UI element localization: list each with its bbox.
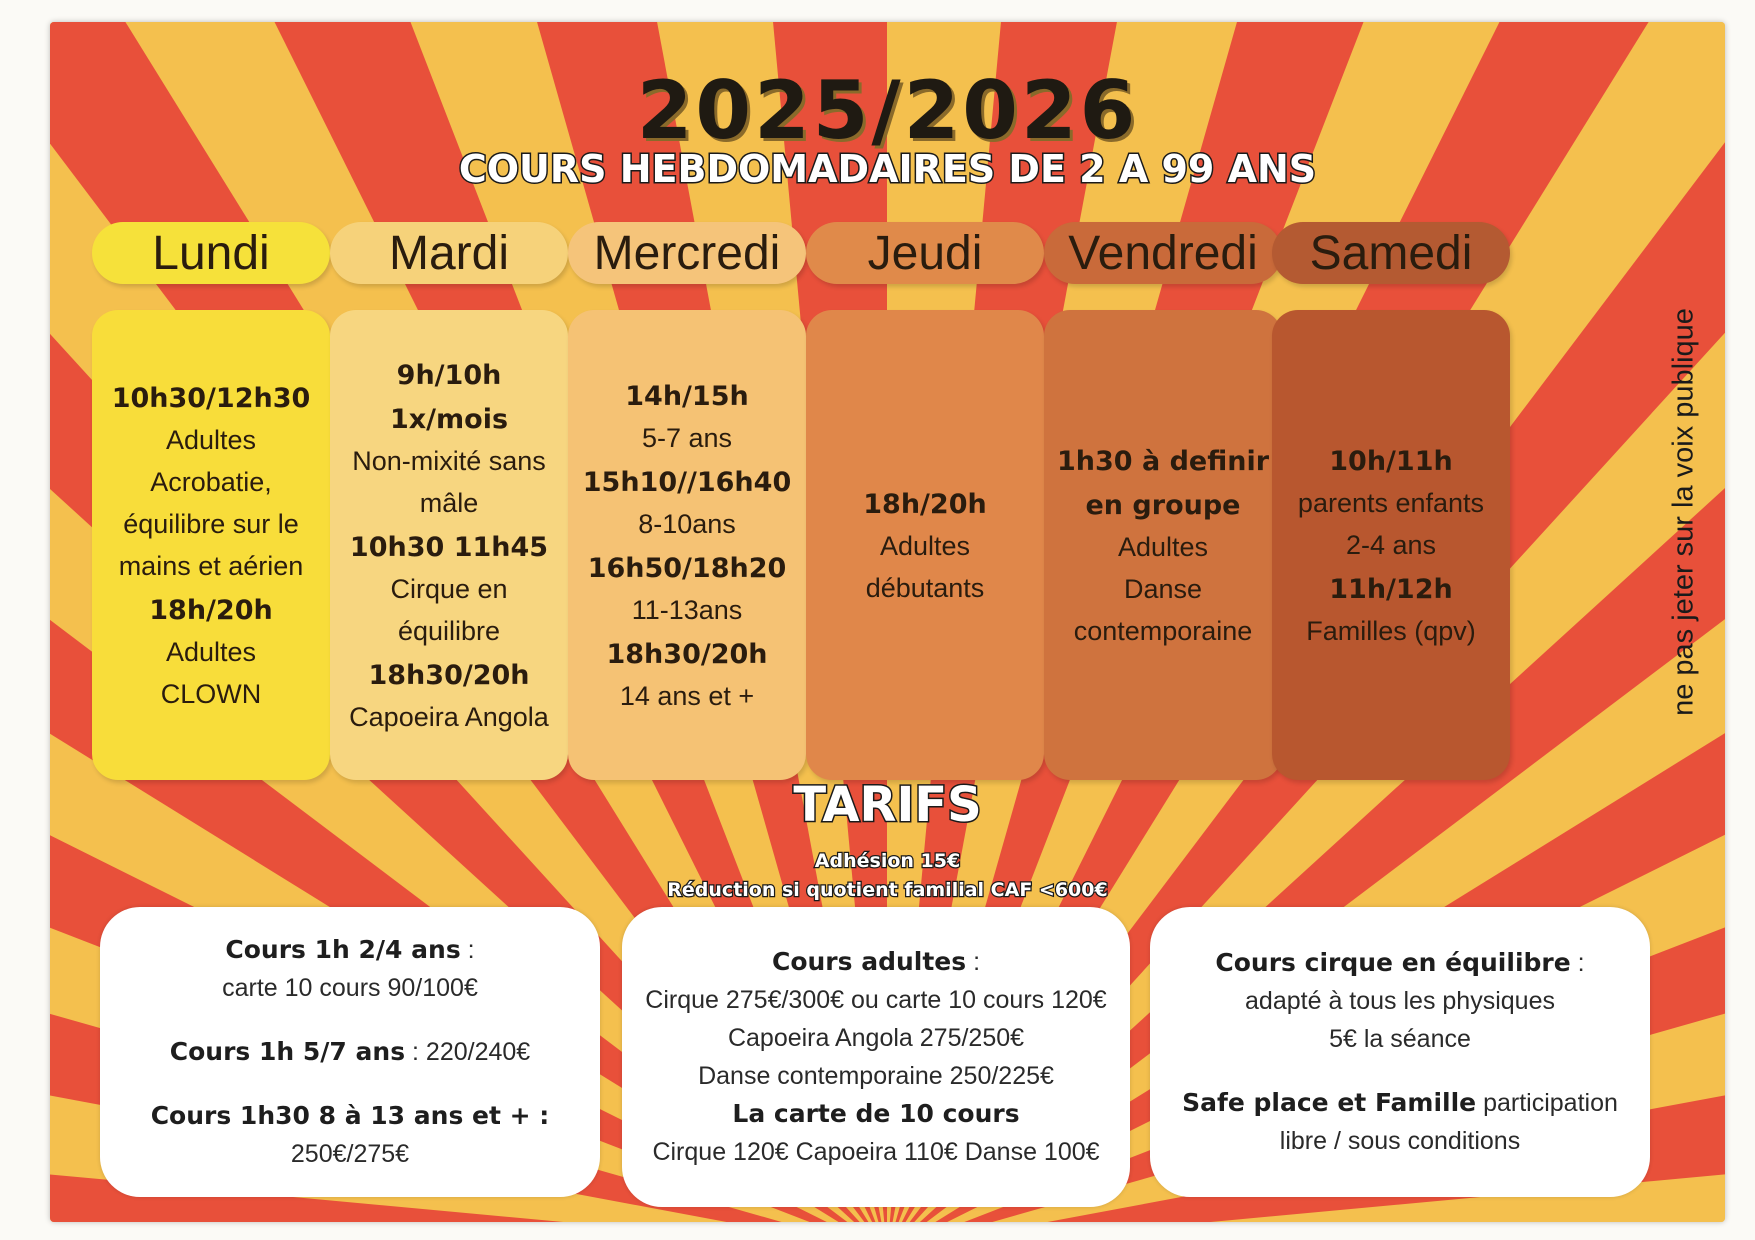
price-line (116, 1097, 584, 1135)
price-text: : (1570, 949, 1585, 977)
slot-description: Danse (1123, 574, 1203, 604)
slot-description: équilibre sur le (123, 509, 299, 539)
price-line (1166, 1084, 1634, 1122)
reduction-text: Réduction si quotient familial CAF <600€ (667, 879, 1108, 901)
day-label-vendredi: Vendredi (1044, 222, 1282, 284)
slot-time: 10h/11h (1329, 446, 1453, 477)
slot-description: 8-10ans (638, 509, 736, 539)
price-heading: La carte de 10 cours (732, 1099, 1020, 1128)
price-line (638, 1095, 1114, 1133)
slot-time: 10h30/12h30 (111, 383, 311, 414)
price-line: Capoeira Angola 275/250€ (727, 1024, 1025, 1052)
price-heading: Cours adultes (771, 947, 967, 976)
slot-description: Cirque en équilibre (390, 574, 508, 646)
price-line: Cirque 120€ Capoeira 110€ Danse 100€ (652, 1138, 1100, 1166)
price-line: 250€/275€ (290, 1140, 410, 1168)
day-card-samedi (1272, 310, 1510, 780)
price-text: : (460, 936, 475, 964)
price-heading: Cours 1h 2/4 ans (225, 935, 461, 964)
slot-description: 11-13ans (631, 595, 743, 625)
price-box-kids (100, 907, 600, 1197)
slot-time: 11h/12h (1329, 574, 1453, 605)
adhesion-text: Adhésion 15€ (814, 850, 961, 872)
slot-description: 5-7 ans (641, 423, 733, 453)
slot-description: Adultes (165, 637, 257, 667)
slot-time: 18h30/20h (606, 639, 768, 670)
slot-time: 18h/20h (863, 489, 987, 520)
schedule-subtitle: COURS HEBDOMADAIRES DE 2 A 99 ANS (458, 147, 1317, 191)
season-year: 2025/2026 (636, 64, 1139, 157)
price-text: participation (1476, 1089, 1618, 1117)
tarifs-title: TARIFS (793, 777, 982, 833)
price-heading: Cours 1h 5/7 ans (169, 1037, 406, 1066)
day-card-vendredi (1044, 310, 1282, 780)
day-label-mardi: Mardi (330, 222, 568, 284)
price-line (116, 931, 584, 969)
price-text: : 220/240€ (405, 1038, 531, 1066)
day-card-lundi (92, 310, 330, 780)
price-line: adapté à tous les physiques (1245, 987, 1555, 1015)
day-label-jeudi: Jeudi (806, 222, 1044, 284)
slot-description: Familles (qpv) (1306, 616, 1476, 646)
price-box-adults (622, 907, 1130, 1207)
slot-description: CLOWN (160, 679, 262, 709)
slot-description: Adultes (165, 425, 257, 455)
price-line: carte 10 cours 90/100€ (222, 974, 478, 1002)
price-heading: Cours cirque en équilibre (1215, 948, 1571, 977)
slot-time: 16h50/18h20 (587, 553, 787, 584)
price-line: 5€ la séance (1329, 1025, 1471, 1053)
price-line: Danse contemporaine 250/225€ (698, 1062, 1054, 1090)
day-card-mardi (330, 310, 568, 780)
price-line (116, 1033, 584, 1071)
price-line (1166, 944, 1634, 982)
price-line (638, 943, 1114, 981)
day-card-mercredi (568, 310, 806, 780)
price-heading: Cours 1h30 8 à 13 ans et + : (150, 1101, 550, 1130)
slot-description: mains et aérien (118, 551, 304, 581)
side-note: ne pas jeter sur la voix publique (1667, 308, 1700, 716)
slot-time: 1x/mois (389, 404, 509, 435)
slot-description: 2-4 ans (1345, 530, 1437, 560)
price-line: libre / sous conditions (1279, 1127, 1521, 1155)
slot-description: Capoeira Angola (349, 702, 549, 732)
day-card-jeudi (806, 310, 1044, 780)
slot-time: 14h/15h (625, 381, 749, 412)
slot-time: 15h10//16h40 (582, 467, 792, 498)
day-label-samedi: Samedi (1272, 222, 1510, 284)
slot-description: Non-mixité sans (352, 446, 546, 476)
slot-description: Adultes (1117, 532, 1209, 562)
slot-description: parents enfants (1297, 488, 1485, 518)
price-text: : (966, 948, 981, 976)
slot-description: Acrobatie, (150, 467, 272, 497)
slot-time: 18h30/20h (368, 660, 530, 691)
slot-description: mâle (419, 488, 479, 518)
price-heading: Safe place et Famille (1182, 1088, 1477, 1117)
slot-description: contemporaine (1073, 616, 1253, 646)
slot-time: 18h/20h (149, 595, 273, 626)
day-label-mercredi: Mercredi (568, 222, 806, 284)
flyer (50, 22, 1725, 1222)
price-line: Cirque 275€/300€ ou carte 10 cours 120€ (645, 986, 1107, 1014)
slot-time: 1h30 à definir (1056, 446, 1270, 477)
price-box-equilibre (1150, 907, 1650, 1197)
slot-description: Adultes (879, 531, 971, 561)
slot-time: 9h/10h (396, 360, 502, 391)
slot-description: 14 ans et + (619, 681, 755, 711)
slot-time: 10h30 11h45 (349, 532, 549, 563)
day-label-lundi: Lundi (92, 222, 330, 284)
slot-time: en groupe (1085, 490, 1241, 521)
slot-description: débutants (865, 573, 985, 603)
